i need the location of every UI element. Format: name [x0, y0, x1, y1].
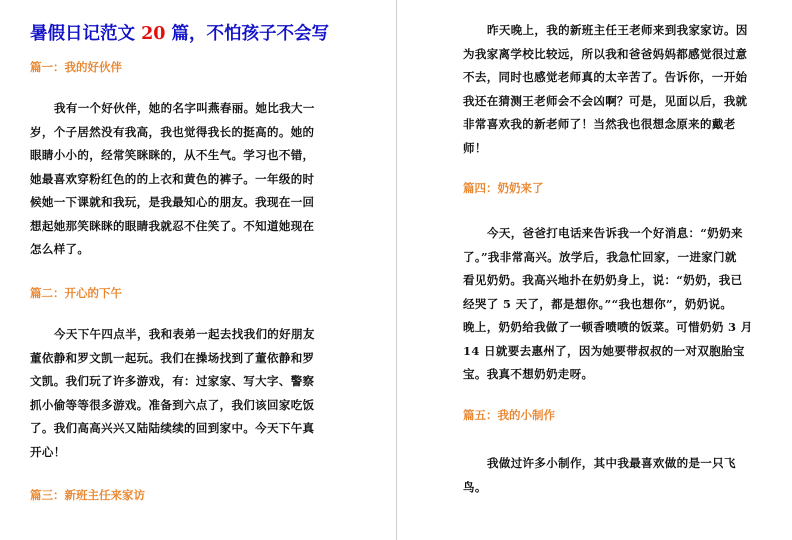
text-line: 经哭了 5 天了，都是想你。”“我也想你”，奶奶说。 — [463, 296, 733, 311]
title-prefix: 暑假日记范文 — [30, 24, 135, 44]
text-line: 想起她那笑眯眯的眼睛我就忍不住笑了。不知道她现在 — [30, 218, 315, 233]
text-line: 岁，个子居然没有我高，我也觉得我长的挺高的。她的 — [30, 124, 315, 139]
text-line: 我还在猜测王老师会不会凶啊？可是，见面以后，我就 — [463, 93, 748, 108]
section-heading-2: 篇二：开心的下午 — [30, 286, 122, 300]
text-line: 为我家离学校比较远，所以我和爸爸妈妈都感觉很过意 — [463, 46, 748, 61]
section-heading-1: 篇一：我的好伙伴 — [30, 60, 122, 74]
text-line: 非常喜欢我的新老师了！当然我也很想念原来的戴老 — [463, 117, 736, 131]
text-line: 今天下午四点半，我和表弟一起去找我们的好朋友 — [54, 327, 315, 341]
text-line: 宝。我真不想奶奶走呀。 — [463, 367, 594, 381]
text-line: 文凯。我们玩了许多游戏，有：过家家、写大字、警察 — [30, 374, 315, 388]
text-line: 开心！ — [30, 444, 66, 459]
text-line: 怎么样了。 — [30, 242, 90, 256]
text-line: 董依静和罗文凯一起玩。我们在操场找到了董依静和罗 — [30, 350, 315, 365]
text-line: 鸟。 — [463, 479, 487, 494]
section-body-3-continued — [463, 19, 785, 160]
section-heading-5: 篇五：我的小制作 — [463, 408, 555, 422]
section-body-2 — [30, 323, 390, 464]
section-heading-4: 篇四：奶奶来了 — [463, 181, 544, 195]
text-line: 看见奶奶。我高兴地扑在奶奶身上，说：“奶奶，我已 — [463, 273, 743, 287]
text-line: 眼睛小小的，经常笑眯眯的，从不生气。学习也不错， — [30, 148, 315, 162]
text-line: 师！ — [463, 140, 487, 155]
title-suffix: 篇，不怕孩子不会写 — [171, 24, 330, 44]
title-number: 20 — [141, 24, 166, 44]
section-body-1 — [30, 97, 390, 262]
text-line: 抓小偷等等很多游戏。准备到六点了，我们该回家吃饭 — [30, 397, 315, 412]
document-title — [30, 22, 390, 46]
text-line: 昨天晚上，我的新班主任王老师来到我家家访。因 — [487, 23, 748, 37]
text-line: 我有一个好伙伴，她的名字叫燕春丽。她比我大一 — [54, 101, 315, 115]
section-body-5 — [463, 452, 785, 499]
right-page — [397, 0, 792, 540]
text-line: 不去，同时也感觉老师真的太辛苦了。告诉你，一开始 — [463, 70, 748, 84]
text-line: 我做过许多小制作，其中我最喜欢做的是一只飞 — [487, 456, 736, 470]
text-line: 14 日就要去惠州了，因为她要带叔叔的一对双胞胎宝 — [463, 343, 745, 358]
text-line: 了。”我非常高兴。放学后，我急忙回家，一进家门就 — [463, 249, 737, 264]
section-body-4 — [463, 222, 785, 387]
text-line: 晚上，奶奶给我做了一顿香喷喷的饭菜。可惜奶奶 3 月 — [463, 320, 753, 334]
text-line: 今天，爸爸打电话来告诉我一个好消息：“奶奶来 — [487, 226, 743, 240]
section-heading-3: 篇三：新班主任来家访 — [30, 488, 145, 502]
text-line: 她最喜欢穿粉红色的的上衣和黄色的裤子。一年级的时 — [30, 171, 315, 186]
text-line: 候她一下课就和我玩，是我最知心的朋友。我现在一回 — [30, 195, 315, 209]
text-line: 了。我们高高兴兴又陆陆续续的回到家中。今天下午真 — [30, 421, 315, 435]
